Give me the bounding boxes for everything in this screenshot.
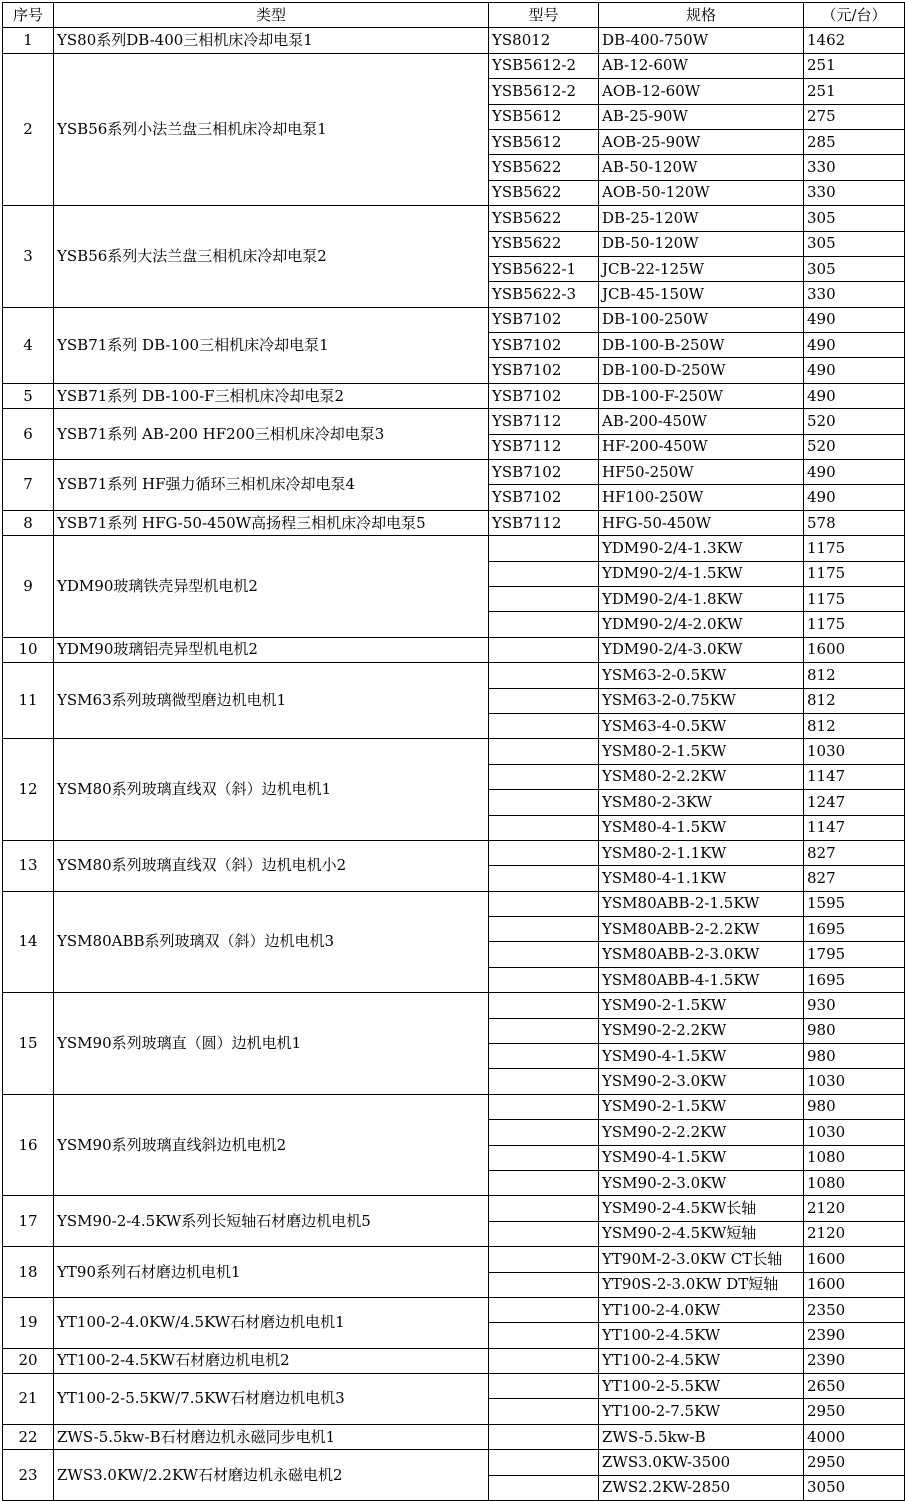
price-cell: 330: [804, 282, 905, 307]
serial-number-cell: 10: [3, 637, 54, 662]
model-cell: [489, 1196, 599, 1221]
spec-cell: DB-400-750W: [599, 28, 804, 53]
spec-cell: YSM90-2-1.5KW: [599, 993, 804, 1018]
model-cell: [489, 1272, 599, 1297]
model-cell: [489, 1374, 599, 1399]
serial-number-cell: 13: [3, 840, 54, 891]
spec-cell: YSM90-2-3.0KW: [599, 1069, 804, 1094]
price-cell: 2390: [804, 1323, 905, 1348]
spec-cell: YT90M-2-3.0KW CT长轴: [599, 1247, 804, 1272]
type-cell: YSM90系列玻璃直线斜边机电机2: [54, 1094, 489, 1196]
table-header: [3, 3, 905, 28]
model-cell: [489, 1450, 599, 1475]
serial-number-cell: 9: [3, 536, 54, 638]
serial-number-cell: 2: [3, 53, 54, 205]
price-cell: 1695: [804, 967, 905, 992]
type-cell: YSM80ABB系列玻璃双（斜）边机电机3: [54, 891, 489, 993]
table-row: [3, 840, 905, 865]
serial-number-cell: 17: [3, 1196, 54, 1247]
spec-cell: AB-50-120W: [599, 155, 804, 180]
serial-number-cell: 3: [3, 206, 54, 308]
spec-cell: AB-200-450W: [599, 409, 804, 434]
model-cell: [489, 1221, 599, 1246]
type-cell: YSB71系列 AB-200 HF200三相机床冷却电泵3: [54, 409, 489, 460]
price-cell: 1695: [804, 917, 905, 942]
model-cell: YSB7102: [489, 460, 599, 485]
spec-cell: YT100-2-4.5KW: [599, 1323, 804, 1348]
spec-cell: AOB-50-120W: [599, 180, 804, 205]
spec-cell: YSM80-4-1.5KW: [599, 815, 804, 840]
spec-cell: YSM80ABB-4-1.5KW: [599, 967, 804, 992]
model-cell: YS8012: [489, 28, 599, 53]
model-cell: [489, 1399, 599, 1424]
spec-cell: DB-100-F-250W: [599, 383, 804, 408]
header-price: （元/台）: [804, 3, 905, 28]
spec-cell: ZWS2.2KW-2850: [599, 1475, 804, 1500]
price-cell: 490: [804, 485, 905, 510]
serial-number-cell: 1: [3, 28, 54, 53]
type-cell: ZWS3.0KW/2.2KW石材磨边机永磁电机2: [54, 1450, 489, 1501]
spec-cell: YSM63-2-0.75KW: [599, 688, 804, 713]
spec-cell: YT100-2-5.5KW: [599, 1374, 804, 1399]
table-row: [3, 1348, 905, 1373]
model-cell: YSB5612: [489, 129, 599, 154]
spec-cell: JCB-45-150W: [599, 282, 804, 307]
type-cell: YDM90玻璃铁壳异型机电机2: [54, 536, 489, 638]
spec-cell: HFG-50-450W: [599, 510, 804, 535]
model-cell: [489, 663, 599, 688]
model-cell: [489, 561, 599, 586]
price-cell: 251: [804, 53, 905, 78]
price-cell: 490: [804, 358, 905, 383]
spec-cell: YDM90-2/4-1.3KW: [599, 536, 804, 561]
spec-cell: YSM80ABB-2-1.5KW: [599, 891, 804, 916]
price-cell: 1175: [804, 586, 905, 611]
model-cell: YSB5612-2: [489, 53, 599, 78]
price-cell: 2650: [804, 1374, 905, 1399]
model-cell: [489, 612, 599, 637]
price-cell: 3050: [804, 1475, 905, 1500]
table-row: [3, 891, 905, 916]
model-cell: YSB7102: [489, 333, 599, 358]
spec-cell: YT100-2-7.5KW: [599, 1399, 804, 1424]
price-cell: 812: [804, 663, 905, 688]
model-cell: YSB5622: [489, 206, 599, 231]
spec-cell: YT100-2-4.5KW: [599, 1348, 804, 1373]
model-cell: [489, 1247, 599, 1272]
price-cell: 490: [804, 307, 905, 332]
serial-number-cell: 21: [3, 1374, 54, 1425]
type-cell: YDM90玻璃铝壳异型机电机2: [54, 637, 489, 662]
spec-cell: YSM80-2-3KW: [599, 790, 804, 815]
price-cell: 1147: [804, 815, 905, 840]
price-cell: 330: [804, 180, 905, 205]
serial-number-cell: 14: [3, 891, 54, 993]
price-cell: 1080: [804, 1170, 905, 1195]
spec-cell: YDM90-2/4-1.5KW: [599, 561, 804, 586]
header-row: [3, 3, 905, 28]
model-cell: YSB5622: [489, 231, 599, 256]
spec-cell: YSM90-2-3.0KW: [599, 1170, 804, 1195]
spec-cell: DB-100-B-250W: [599, 333, 804, 358]
model-cell: [489, 917, 599, 942]
serial-number-cell: 4: [3, 307, 54, 383]
spec-cell: ZWS3.0KW-3500: [599, 1450, 804, 1475]
serial-number-cell: 6: [3, 409, 54, 460]
price-cell: 1030: [804, 739, 905, 764]
price-cell: 2950: [804, 1450, 905, 1475]
type-cell: YSB71系列 DB-100三相机床冷却电泵1: [54, 307, 489, 383]
model-cell: YSB7102: [489, 358, 599, 383]
model-cell: [489, 688, 599, 713]
model-cell: [489, 790, 599, 815]
price-cell: 812: [804, 688, 905, 713]
spec-cell: AB-25-90W: [599, 104, 804, 129]
header-serial-number: 序号: [3, 3, 54, 28]
type-cell: YSB71系列 HFG-50-450W高扬程三相机床冷却电泵5: [54, 510, 489, 535]
spec-cell: YSM90-2-2.2KW: [599, 1018, 804, 1043]
model-cell: [489, 1170, 599, 1195]
model-cell: [489, 866, 599, 891]
spec-cell: YSM80-4-1.1KW: [599, 866, 804, 891]
table-row: [3, 53, 905, 78]
serial-number-cell: 12: [3, 739, 54, 841]
type-cell: YSM80系列玻璃直线双（斜）边机电机小2: [54, 840, 489, 891]
price-cell: 980: [804, 1018, 905, 1043]
table-row: [3, 1196, 905, 1221]
spec-cell: YDM90-2/4-3.0KW: [599, 637, 804, 662]
table-row: [3, 536, 905, 561]
model-cell: [489, 891, 599, 916]
table-row: [3, 637, 905, 662]
price-cell: 980: [804, 1044, 905, 1069]
price-cell: 1147: [804, 764, 905, 789]
type-cell: YS80系列DB-400三相机床冷却电泵1: [54, 28, 489, 53]
price-cell: 2390: [804, 1348, 905, 1373]
table-body: [3, 28, 905, 1501]
spec-cell: YSM90-4-1.5KW: [599, 1145, 804, 1170]
spec-cell: HF100-250W: [599, 485, 804, 510]
spec-cell: YDM90-2/4-1.8KW: [599, 586, 804, 611]
price-cell: 1175: [804, 612, 905, 637]
model-cell: YSB5612: [489, 104, 599, 129]
price-cell: 1030: [804, 1120, 905, 1145]
spec-cell: JCB-22-125W: [599, 256, 804, 281]
table-row: [3, 409, 905, 434]
model-cell: [489, 1475, 599, 1500]
table-row: [3, 1247, 905, 1272]
spec-cell: YSM90-2-1.5KW: [599, 1094, 804, 1119]
model-cell: YSB7102: [489, 383, 599, 408]
model-cell: YSB5622: [489, 155, 599, 180]
price-cell: 490: [804, 383, 905, 408]
model-cell: [489, 536, 599, 561]
serial-number-cell: 20: [3, 1348, 54, 1373]
model-cell: YSB5622-3: [489, 282, 599, 307]
price-cell: 490: [804, 460, 905, 485]
spec-cell: AB-12-60W: [599, 53, 804, 78]
type-cell: YSB56系列小法兰盘三相机床冷却电泵1: [54, 53, 489, 205]
serial-number-cell: 7: [3, 460, 54, 511]
type-cell: YSB71系列 HF强力循环三相机床冷却电泵4: [54, 460, 489, 511]
price-cell: 1600: [804, 1247, 905, 1272]
table-row: [3, 739, 905, 764]
header-model: 型号: [489, 3, 599, 28]
spec-cell: DB-100-250W: [599, 307, 804, 332]
model-cell: [489, 1069, 599, 1094]
price-table: [2, 2, 905, 1501]
model-cell: [489, 1297, 599, 1322]
price-cell: 578: [804, 510, 905, 535]
type-cell: YSM90系列玻璃直（圆）边机电机1: [54, 993, 489, 1095]
type-cell: YT90系列石材磨边机电机1: [54, 1247, 489, 1298]
price-cell: 520: [804, 434, 905, 459]
table-row: [3, 1094, 905, 1119]
type-cell: YT100-2-4.0KW/4.5KW石材磨边机电机1: [54, 1297, 489, 1348]
type-cell: ZWS-5.5kw-B石材磨边机永磁同步电机1: [54, 1424, 489, 1449]
model-cell: [489, 1348, 599, 1373]
type-cell: YSM80系列玻璃直线双（斜）边机电机1: [54, 739, 489, 841]
type-cell: YSB56系列大法兰盘三相机床冷却电泵2: [54, 206, 489, 308]
serial-number-cell: 19: [3, 1297, 54, 1348]
price-cell: 285: [804, 129, 905, 154]
spec-cell: YSM80ABB-2-3.0KW: [599, 942, 804, 967]
model-cell: YSB7112: [489, 409, 599, 434]
price-cell: 2950: [804, 1399, 905, 1424]
price-cell: 305: [804, 256, 905, 281]
model-cell: [489, 764, 599, 789]
serial-number-cell: 16: [3, 1094, 54, 1196]
spec-cell: HF-200-450W: [599, 434, 804, 459]
spec-cell: YT100-2-4.0KW: [599, 1297, 804, 1322]
type-cell: YT100-2-4.5KW石材磨边机电机2: [54, 1348, 489, 1373]
table-row: [3, 1450, 905, 1475]
price-cell: 2350: [804, 1297, 905, 1322]
spec-cell: YSM90-4-1.5KW: [599, 1044, 804, 1069]
model-cell: [489, 942, 599, 967]
table-row: [3, 28, 905, 53]
serial-number-cell: 23: [3, 1450, 54, 1501]
spec-cell: YSM90-2-4.5KW短轴: [599, 1221, 804, 1246]
model-cell: YSB5612-2: [489, 79, 599, 104]
model-cell: [489, 1094, 599, 1119]
price-cell: 1175: [804, 536, 905, 561]
price-cell: 827: [804, 866, 905, 891]
serial-number-cell: 22: [3, 1424, 54, 1449]
model-cell: [489, 815, 599, 840]
model-cell: YSB5622-1: [489, 256, 599, 281]
type-cell: YSM63系列玻璃微型磨边机电机1: [54, 663, 489, 739]
model-cell: [489, 840, 599, 865]
price-cell: 330: [804, 155, 905, 180]
price-cell: 305: [804, 231, 905, 256]
table-row: [3, 993, 905, 1018]
price-cell: 1795: [804, 942, 905, 967]
spec-cell: AOB-12-60W: [599, 79, 804, 104]
spec-cell: DB-100-D-250W: [599, 358, 804, 383]
price-cell: 1030: [804, 1069, 905, 1094]
spec-cell: YSM90-2-4.5KW长轴: [599, 1196, 804, 1221]
price-cell: 1600: [804, 1272, 905, 1297]
price-cell: 275: [804, 104, 905, 129]
table-row: [3, 510, 905, 535]
table-row: [3, 1424, 905, 1449]
model-cell: [489, 1044, 599, 1069]
model-cell: [489, 739, 599, 764]
price-cell: 305: [804, 206, 905, 231]
model-cell: YSB5622: [489, 180, 599, 205]
type-cell: YT100-2-5.5KW/7.5KW石材磨边机电机3: [54, 1374, 489, 1425]
type-cell: YSB71系列 DB-100-F三相机床冷却电泵2: [54, 383, 489, 408]
spec-cell: YSM63-4-0.5KW: [599, 713, 804, 738]
table-row: [3, 383, 905, 408]
price-cell: 490: [804, 333, 905, 358]
model-cell: [489, 1323, 599, 1348]
header-type: 类型: [54, 3, 489, 28]
model-cell: [489, 1424, 599, 1449]
serial-number-cell: 5: [3, 383, 54, 408]
price-cell: 1600: [804, 637, 905, 662]
model-cell: [489, 993, 599, 1018]
price-cell: 980: [804, 1094, 905, 1119]
serial-number-cell: 11: [3, 663, 54, 739]
price-cell: 4000: [804, 1424, 905, 1449]
model-cell: YSB7102: [489, 485, 599, 510]
table-row: [3, 1297, 905, 1322]
price-cell: 1462: [804, 28, 905, 53]
serial-number-cell: 15: [3, 993, 54, 1095]
spec-cell: DB-25-120W: [599, 206, 804, 231]
model-cell: [489, 637, 599, 662]
price-cell: 1247: [804, 790, 905, 815]
model-cell: [489, 713, 599, 738]
price-cell: 2120: [804, 1196, 905, 1221]
spec-cell: YSM80-2-1.5KW: [599, 739, 804, 764]
price-cell: 827: [804, 840, 905, 865]
spec-cell: YSM63-2-0.5KW: [599, 663, 804, 688]
serial-number-cell: 18: [3, 1247, 54, 1298]
price-cell: 930: [804, 993, 905, 1018]
spec-cell: YSM80ABB-2-2.2KW: [599, 917, 804, 942]
model-cell: YSB7112: [489, 510, 599, 535]
spec-cell: YT90S-2-3.0KW DT短轴: [599, 1272, 804, 1297]
spec-cell: YSM80-2-1.1KW: [599, 840, 804, 865]
price-cell: 1595: [804, 891, 905, 916]
model-cell: [489, 967, 599, 992]
model-cell: [489, 1145, 599, 1170]
table-row: [3, 206, 905, 231]
type-cell: YSM90-2-4.5KW系列长短轴石材磨边机电机5: [54, 1196, 489, 1247]
price-cell: 812: [804, 713, 905, 738]
spec-cell: YDM90-2/4-2.0KW: [599, 612, 804, 637]
spec-cell: HF50-250W: [599, 460, 804, 485]
table-row: [3, 1374, 905, 1399]
price-cell: 2120: [804, 1221, 905, 1246]
model-cell: YSB7112: [489, 434, 599, 459]
model-cell: YSB7102: [489, 307, 599, 332]
header-spec: 规格: [599, 3, 804, 28]
spec-cell: YSM80-2-2.2KW: [599, 764, 804, 789]
table-row: [3, 307, 905, 332]
price-cell: 520: [804, 409, 905, 434]
spec-cell: AOB-25-90W: [599, 129, 804, 154]
table-row: [3, 460, 905, 485]
price-cell: 1080: [804, 1145, 905, 1170]
table-row: [3, 663, 905, 688]
spec-cell: YSM90-2-2.2KW: [599, 1120, 804, 1145]
price-cell: 1175: [804, 561, 905, 586]
model-cell: [489, 586, 599, 611]
model-cell: [489, 1120, 599, 1145]
price-cell: 251: [804, 79, 905, 104]
spec-cell: DB-50-120W: [599, 231, 804, 256]
model-cell: [489, 1018, 599, 1043]
spec-cell: ZWS-5.5kw-B: [599, 1424, 804, 1449]
serial-number-cell: 8: [3, 510, 54, 535]
